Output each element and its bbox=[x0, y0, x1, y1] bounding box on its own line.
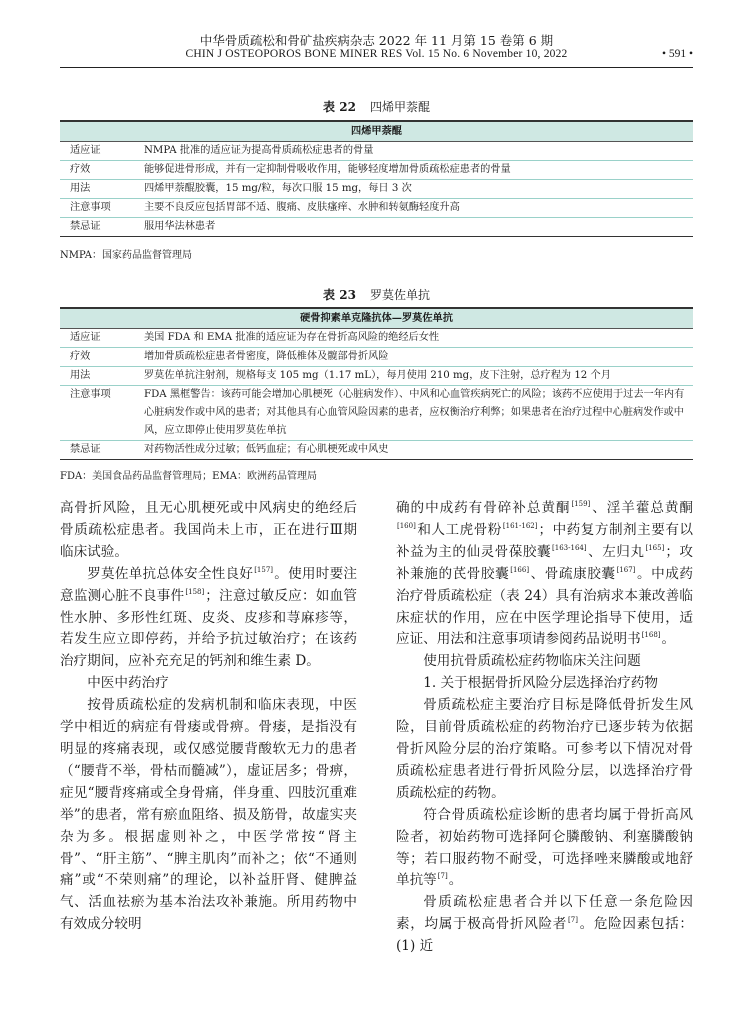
journal-title-cn: 中华骨质疏松和骨矿盐疾病杂志 2022 年 11 月第 15 卷第 6 期 bbox=[199, 33, 554, 48]
row-value: 能够促进骨形成，并有一定抑制骨吸收作用，能够轻度增加骨质疏松症患者的骨量 bbox=[140, 161, 693, 180]
citation: [168] bbox=[641, 631, 661, 640]
table23 bbox=[60, 307, 693, 460]
citation: [165] bbox=[645, 543, 665, 552]
section-heading: 使用抗骨质疏松症药物临床关注问题 bbox=[423, 653, 641, 670]
table23-title: 罗莫佐单抗 bbox=[369, 288, 430, 302]
citation: [160] bbox=[397, 521, 416, 530]
table23-head: 硬骨抑素单克隆抗体—罗莫佐单抗 bbox=[60, 308, 693, 329]
table-row bbox=[60, 218, 693, 237]
table-row bbox=[60, 161, 693, 180]
left-column bbox=[60, 498, 357, 936]
row-value: 主要不良反应包括胃部不适、腹痛、皮肤瘙痒、水肿和转氨酶轻度升高 bbox=[140, 199, 693, 218]
journal-title-en: CHIN J OSTEOPOROS BONE MINER RES Vol. 15 No. 6 November 10, 2022 bbox=[185, 48, 568, 60]
table22-label: 表 22 bbox=[323, 100, 356, 114]
header-rule bbox=[60, 67, 693, 68]
row-key: 适应证 bbox=[60, 329, 140, 348]
paragraph: 骨质疏松症主要治疗目标是降低骨折发生风险，目前骨质疏松症的药物治疗已逐步转为依据骨折风险分层的治疗策略。可参考以下情况对骨质疏松症患者进行骨折风险分层，以选择治疗骨质疏松症的药物。 bbox=[396, 697, 693, 801]
citation: [167] bbox=[616, 565, 636, 574]
table22 bbox=[60, 120, 693, 237]
row-key: 疗效 bbox=[60, 348, 140, 367]
table-row bbox=[60, 180, 693, 199]
row-value: FDA 黑框警告：该药可能会增加心肌梗死（心脏病发作）、中风和心血管疾病死亡的风险；该药不应使用于过去一年内有心脏病发作或中风的患者；对其他具有心血管风险因素的患者，应权衡治疗利弊；如果患者在治疗过程中心脏病发作或中风，应立即停止使用罗莫佐单抗 bbox=[140, 386, 693, 441]
citation: [158] bbox=[185, 587, 205, 596]
row-key: 注意事项 bbox=[60, 199, 140, 218]
row-value: 罗莫佐单抗注射剂，规格每支 105 mg（1.17 mL），每月使用 210 mg，皮下注射，总疗程为 12 个月 bbox=[140, 367, 693, 386]
table-row bbox=[60, 199, 693, 218]
table22-title: 四烯甲萘醌 bbox=[369, 100, 430, 114]
table-row bbox=[60, 329, 693, 348]
table23-caption bbox=[60, 286, 693, 303]
paragraph: 确的中成药有骨碎补总黄酮[159]、淫羊藿总黄酮[160]和人工虎骨粉[161-162]；中药复方制剂主要有以补益为主的仙灵骨葆胶囊[163-164]、左归丸[165]；攻补兼施的芪骨胶囊[166]、骨疏康胶囊[167]。中成药治疗骨质疏松症（表 24）具有治病求本兼改善临床症状的作用，应在中医学理论指导下使用，适应证、用法和注意事项请参阅药品说明书[168]。 bbox=[396, 500, 694, 648]
subsection-heading: 1. 关于根据骨折风险分层选择治疗药物 bbox=[423, 675, 658, 692]
table22-head: 四烯甲萘醌 bbox=[60, 121, 693, 142]
page-number: • 591 • bbox=[661, 48, 693, 60]
table-row bbox=[60, 441, 693, 460]
row-value: 增加骨质疏松症患者骨密度，降低椎体及髋部骨折风险 bbox=[140, 348, 693, 367]
row-value: 四烯甲萘醌胶囊，15 mg/粒，每次口服 15 mg，每日 3 次 bbox=[140, 180, 693, 199]
citation: [163-164] bbox=[552, 543, 587, 552]
table22-caption bbox=[60, 98, 693, 115]
row-key: 用法 bbox=[60, 180, 140, 199]
paragraph: 符合骨质疏松症诊断的患者均属于骨折高风险者，初始药物可选择阿仑膦酸钠、利塞膦酸钠等；若口服药物不耐受，可选择唑来膦酸或地舒单抗等[7]。 bbox=[396, 806, 693, 889]
table-row bbox=[60, 348, 693, 367]
section-heading: 中医中药治疗 bbox=[87, 675, 169, 692]
paragraph: 罗莫佐单抗总体安全性良好[157]。使用时要注意监测心脏不良事件[158]；注意过敏反应：如血管性水肿、多形性红斑、皮炎、皮疹和荨麻疹等，若发生应立即停药，并给予抗过敏治疗；在该药治疗期间，应补充充足的钙剂和维生素 D。 bbox=[60, 565, 358, 670]
citation: [7] bbox=[437, 872, 448, 881]
row-value: 对药物活性成分过敏；低钙血症；有心肌梗死或中风史 bbox=[140, 441, 693, 460]
row-key: 注意事项 bbox=[60, 386, 140, 441]
citation: [159] bbox=[571, 500, 591, 508]
row-value: 美国 FDA 和 EMA 批准的适应证为存在骨折高风险的绝经后女性 bbox=[140, 329, 693, 348]
table-row bbox=[60, 367, 693, 386]
citation: [166] bbox=[510, 565, 530, 574]
row-key: 禁忌证 bbox=[60, 441, 140, 460]
paragraph: 高骨折风险，且无心肌梗死或中风病史的绝经后骨质疏松症患者。我国尚未上市，正在进行Ⅲ期临床试验。 bbox=[60, 500, 357, 560]
row-key: 疗效 bbox=[60, 161, 140, 180]
right-column bbox=[396, 498, 693, 958]
citation: [161-162] bbox=[502, 521, 538, 530]
paragraph: 按骨质疏松症的发病机制和临床表现，中医学中相近的病症有骨痿或骨痹。骨痿，是指没有明显的疼痛表现，或仅感觉腰背酸软无力的患者（“腰背不举，骨枯而髓减”），虚证居多；骨痹，症见“腰背疼痛或全身骨痛，伴身重、四肢沉重难举”的患者，常有瘀血阻络、损及筋骨，故虚实夹杂为多。根据虚则补之，中医学常按“肾主骨”、“肝主筋”、“脾主肌肉”而补之；依“不通则痛”或“不荣则痛”的理论，以补益肝肾、健脾益气、活血祛瘀为基本治法攻补兼施。所用药物中有效成分较明 bbox=[60, 697, 357, 933]
table-row bbox=[60, 142, 693, 161]
row-key: 用法 bbox=[60, 367, 140, 386]
row-key: 适应证 bbox=[60, 142, 140, 161]
table22-note: NMPA：国家药品监督管理局 bbox=[60, 250, 193, 261]
citation: [157] bbox=[254, 565, 274, 574]
citation: [7] bbox=[568, 916, 578, 925]
table23-label: 表 23 bbox=[323, 288, 356, 302]
table-row bbox=[60, 386, 693, 441]
paragraph: 骨质疏松症患者合并以下任意一条危险因素，均属于极高骨折风险者[7]。危险因素包括：(1) 近 bbox=[396, 894, 693, 955]
row-value: NMPA 批准的适应证为提高骨质疏松症患者的骨量 bbox=[140, 142, 693, 161]
row-key: 禁忌证 bbox=[60, 218, 140, 237]
row-value: 服用华法林患者 bbox=[140, 218, 693, 237]
table23-note: FDA：美国食品药品监督管理局；EMA：欧洲药品管理局 bbox=[60, 471, 317, 482]
